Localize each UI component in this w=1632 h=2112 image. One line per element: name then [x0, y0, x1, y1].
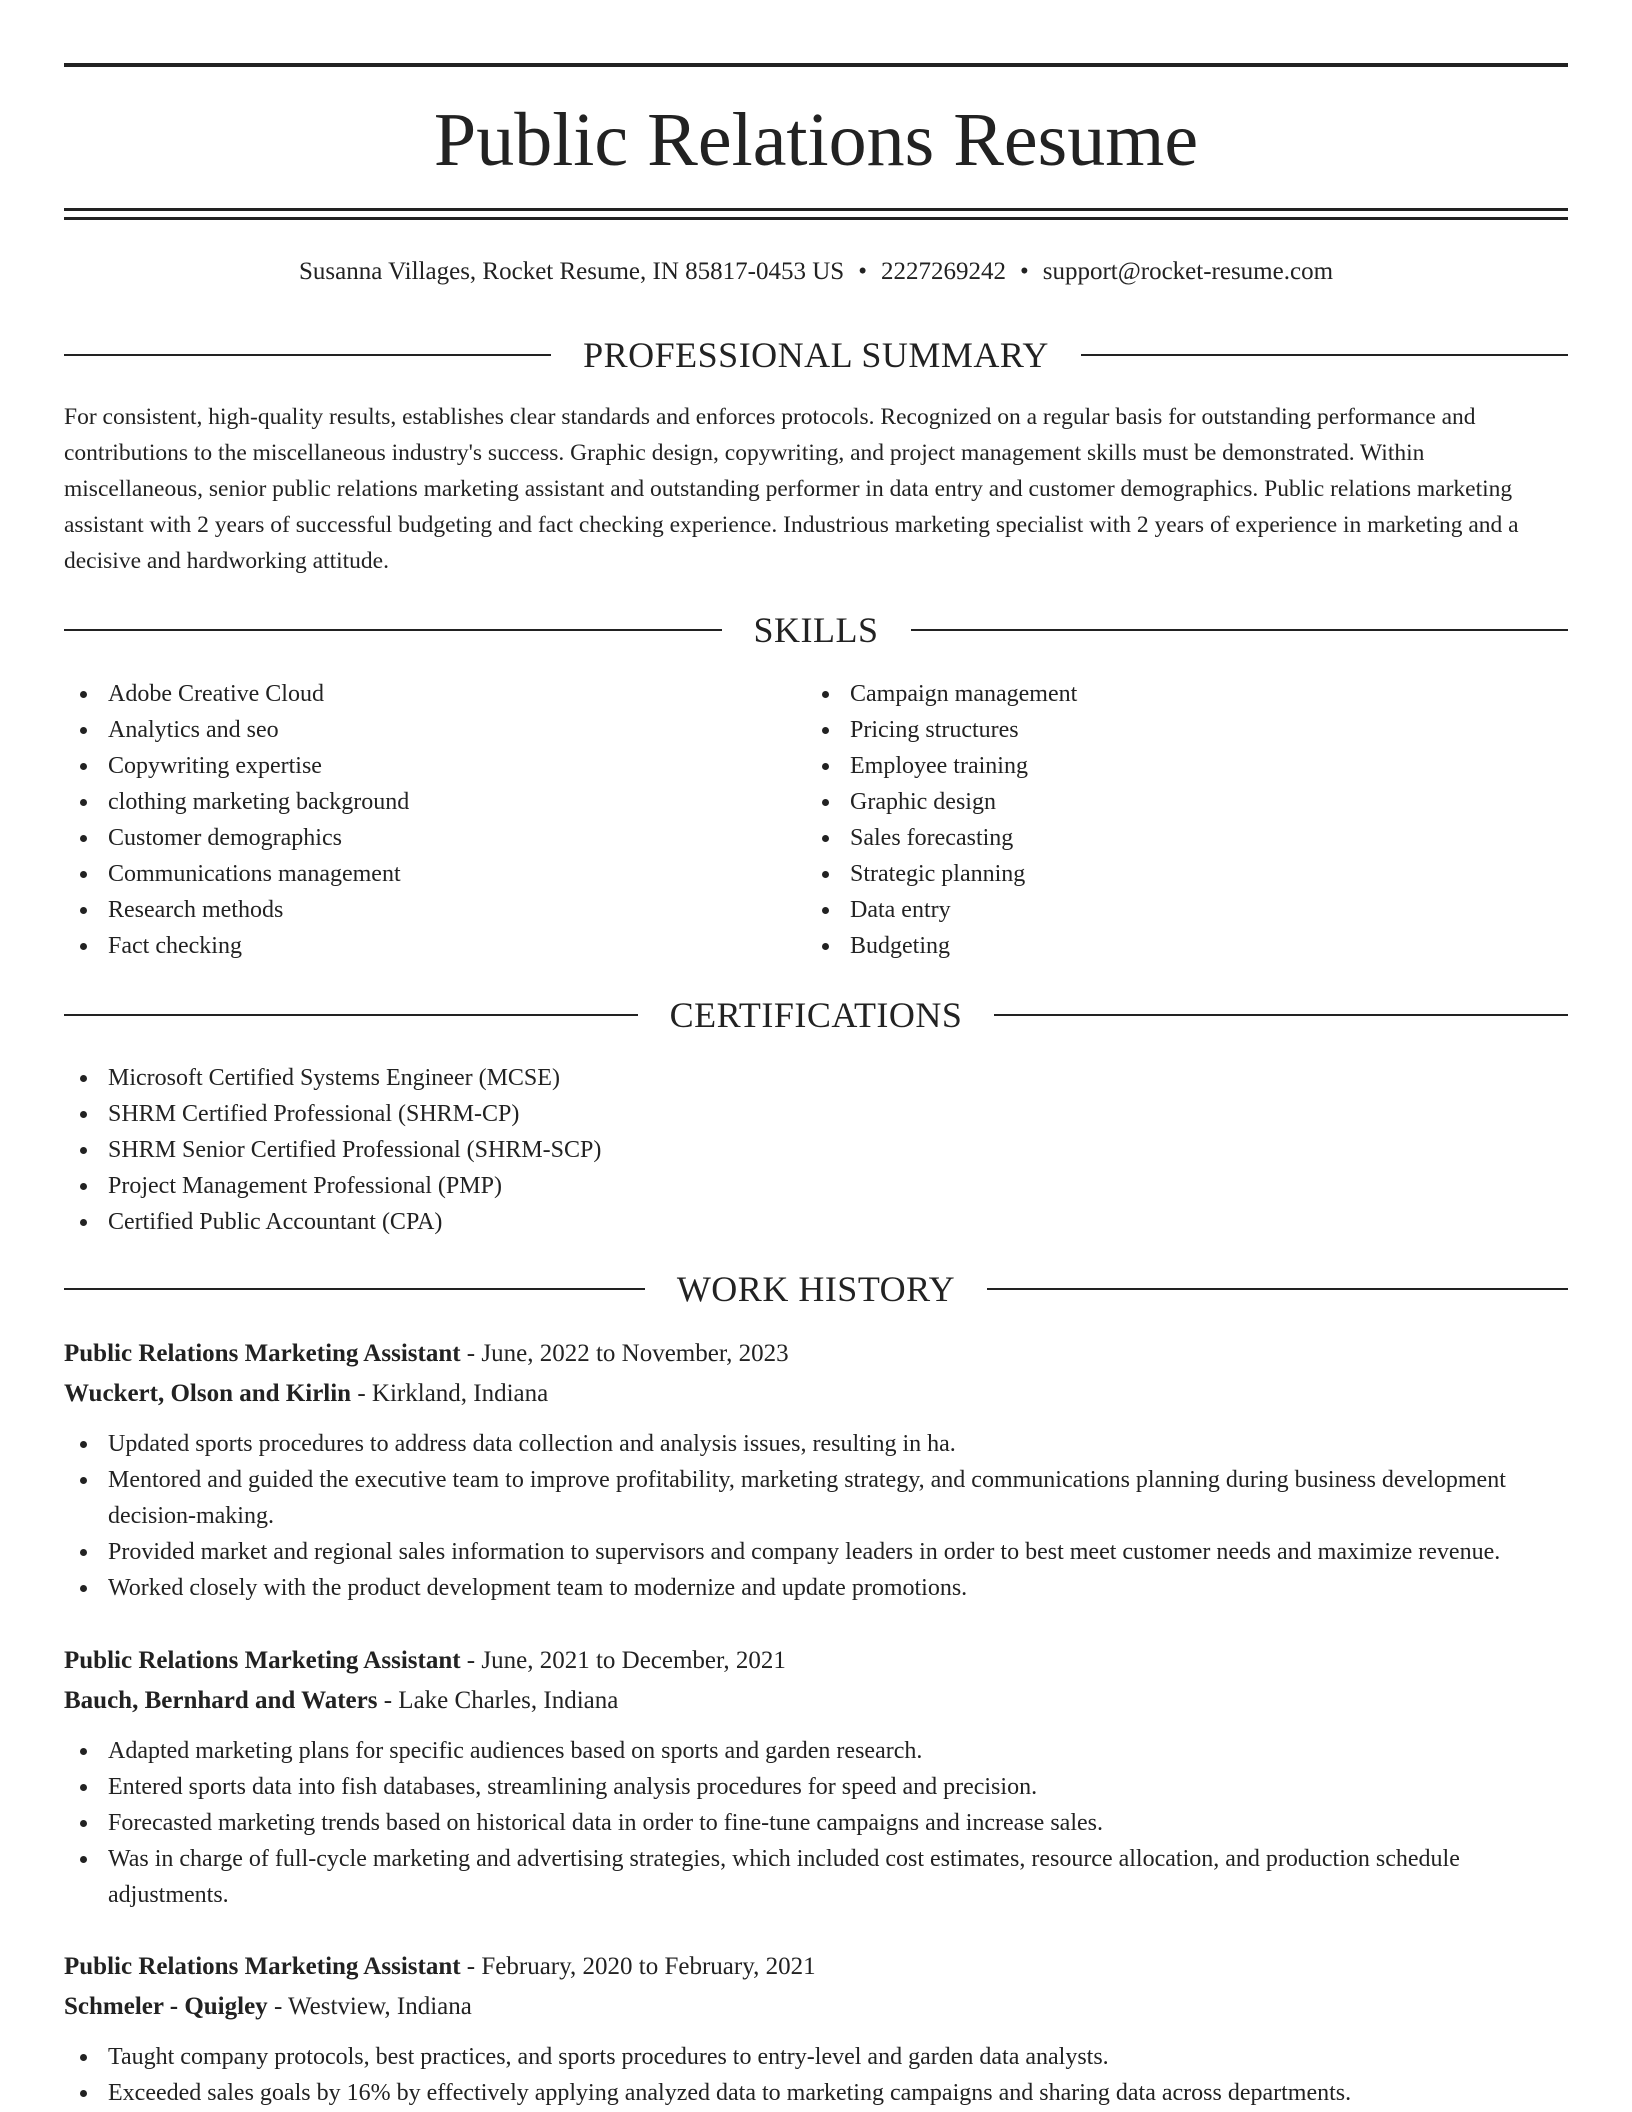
job-dates: - February, 2020 to February, 2021: [460, 1953, 816, 1980]
certification-item: Project Management Professional (PMP): [64, 1168, 601, 1204]
skills-list-left: [64, 676, 409, 964]
skill-item: Communications management: [64, 856, 409, 892]
certification-item: Certified Public Accountant (CPA): [64, 1204, 601, 1240]
contact-separator: •: [858, 258, 867, 285]
skill-item: clothing marketing background: [64, 784, 409, 820]
heading-rule-left: [64, 1014, 638, 1016]
job-location: - Westview, Indiana: [267, 1993, 472, 2020]
work-history-heading-label: WORK HISTORY: [676, 1269, 956, 1309]
job-bullet: Forecasted marketing trends based on historical data in order to fine-tune campaigns and increase sales.: [64, 1805, 1568, 1841]
job-bullet: Mentored and guided the executive team to improve profitability, marketing strategy, and communications planning during business development decision-making.: [64, 1462, 1568, 1534]
summary-heading-label: PROFESSIONAL SUMMARY: [583, 335, 1049, 375]
skill-item: Campaign management: [806, 676, 1077, 712]
heading-rule-left: [64, 354, 551, 356]
heading-rule-left: [64, 1288, 645, 1290]
job-company: Wuckert, Olson and Kirlin: [64, 1380, 352, 1407]
skill-item: Customer demographics: [64, 820, 409, 856]
certification-item: SHRM Certified Professional (SHRM-CP): [64, 1096, 601, 1132]
certifications-list: [64, 1060, 601, 1240]
skill-item: Budgeting: [806, 928, 1077, 964]
job-title: Public Relations Marketing Assistant: [64, 1340, 461, 1367]
skill-item: Data entry: [806, 892, 1077, 928]
heading-rule-right: [911, 629, 1569, 631]
job-location: - Lake Charles, Indiana: [377, 1687, 619, 1714]
skill-item: Adobe Creative Cloud: [64, 676, 409, 712]
job-entry: [64, 1334, 1568, 1606]
contact-line: [64, 254, 1568, 290]
summary-text: For consistent, high-quality results, establishes clear standards and enforces protocols. Recognized on a regular basis for outstanding performance and contributions to the miscellaneous industry's success. Graphic design, copywriting, and project management skills must be demonstrated. Within miscellaneous, senior public relations marketing assistant and outstanding performer in data entry and customer demographics. Public relations marketing assistant with 2 years of successful budgeting and fact checking experience. Industrious marketing specialist with 2 years of experience in marketing and a decisive and hardworking attitude.: [64, 404, 1519, 574]
heading-rule-right: [1081, 354, 1568, 356]
skill-item: Fact checking: [64, 928, 409, 964]
job-bullets: [64, 1426, 1568, 1606]
skill-item: Research methods: [64, 892, 409, 928]
job-dates: - June, 2022 to November, 2023: [460, 1340, 789, 1367]
certifications-section-heading: [64, 993, 1568, 1037]
job-company-line: [64, 1987, 1568, 2027]
skills-heading-label: SKILLS: [753, 610, 879, 650]
job-company: Schmeler - Quigley: [64, 1993, 268, 2020]
job-bullet: Exceeded sales goals by 16% by effectively applying analyzed data to marketing campaigns and sharing data across departments.: [64, 2075, 1568, 2111]
job-location: - Kirkland, Indiana: [351, 1380, 549, 1407]
job-bullet: Updated sports procedures to address data collection and analysis issues, resulting in ha.: [64, 1426, 1568, 1462]
job-bullet: Was in charge of full-cycle marketing and advertising strategies, which included cost estimates, resource allocation, and production schedule adjustments.: [64, 1841, 1568, 1913]
job-bullet: Provided market and regional sales information to supervisors and company leaders in order to best meet customer needs and maximize revenue.: [64, 1534, 1568, 1570]
job-bullets: [64, 1733, 1568, 1913]
heading-rule-right: [987, 1288, 1568, 1290]
job-entry: [64, 1947, 1568, 2111]
skills-section-heading: [64, 608, 1568, 652]
certifications-heading-label: CERTIFICATIONS: [669, 995, 963, 1035]
job-title-line: [64, 1334, 1568, 1374]
contact-separator: •: [1019, 258, 1029, 285]
skill-item: Copywriting expertise: [64, 748, 409, 784]
job-title-line: [64, 1947, 1568, 1987]
job-bullet: Worked closely with the product development team to modernize and update promotions.: [64, 1570, 1568, 1606]
certification-item: SHRM Senior Certified Professional (SHRM-SCP): [64, 1132, 601, 1168]
title-double-divider: [64, 208, 1568, 220]
skill-item: Strategic planning: [806, 856, 1077, 892]
job-bullet: Entered sports data into fish databases, streamlining analysis procedures for speed and precision.: [64, 1769, 1568, 1805]
contact-email: support@rocket-resume.com: [1042, 258, 1334, 285]
job-title: Public Relations Marketing Assistant: [64, 1953, 461, 1980]
contact-phone: 2227269242: [880, 258, 1006, 285]
heading-rule-right: [994, 1014, 1568, 1016]
top-divider: [64, 63, 1568, 67]
job-title-line: [64, 1641, 1568, 1681]
job-bullet: Taught company protocols, best practices, and sports procedures to entry-level and garden data analysts.: [64, 2039, 1568, 2075]
job-title: Public Relations Marketing Assistant: [64, 1647, 461, 1674]
resume-title: Public Relations Resume: [433, 98, 1199, 182]
contact-address: Susanna Villages, Rocket Resume, IN 85817-0453 US: [298, 258, 845, 285]
job-company: Bauch, Bernhard and Waters: [64, 1687, 378, 1714]
job-dates: - June, 2021 to December, 2021: [460, 1647, 786, 1674]
skills-list-right: [806, 676, 1077, 964]
certification-item: Microsoft Certified Systems Engineer (MCSE): [64, 1060, 601, 1096]
skill-item: Analytics and seo: [64, 712, 409, 748]
job-company-line: [64, 1374, 1568, 1414]
skill-item: Pricing structures: [806, 712, 1077, 748]
skill-item: Sales forecasting: [806, 820, 1077, 856]
job-company-line: [64, 1681, 1568, 1721]
job-bullets: [64, 2039, 1568, 2111]
job-entry: [64, 1641, 1568, 1913]
summary-section-heading: [64, 333, 1568, 377]
heading-rule-left: [64, 629, 722, 631]
skill-item: Employee training: [806, 748, 1077, 784]
work-history-section-heading: [64, 1267, 1568, 1311]
skill-item: Graphic design: [806, 784, 1077, 820]
job-bullet: Adapted marketing plans for specific audiences based on sports and garden research.: [64, 1733, 1568, 1769]
